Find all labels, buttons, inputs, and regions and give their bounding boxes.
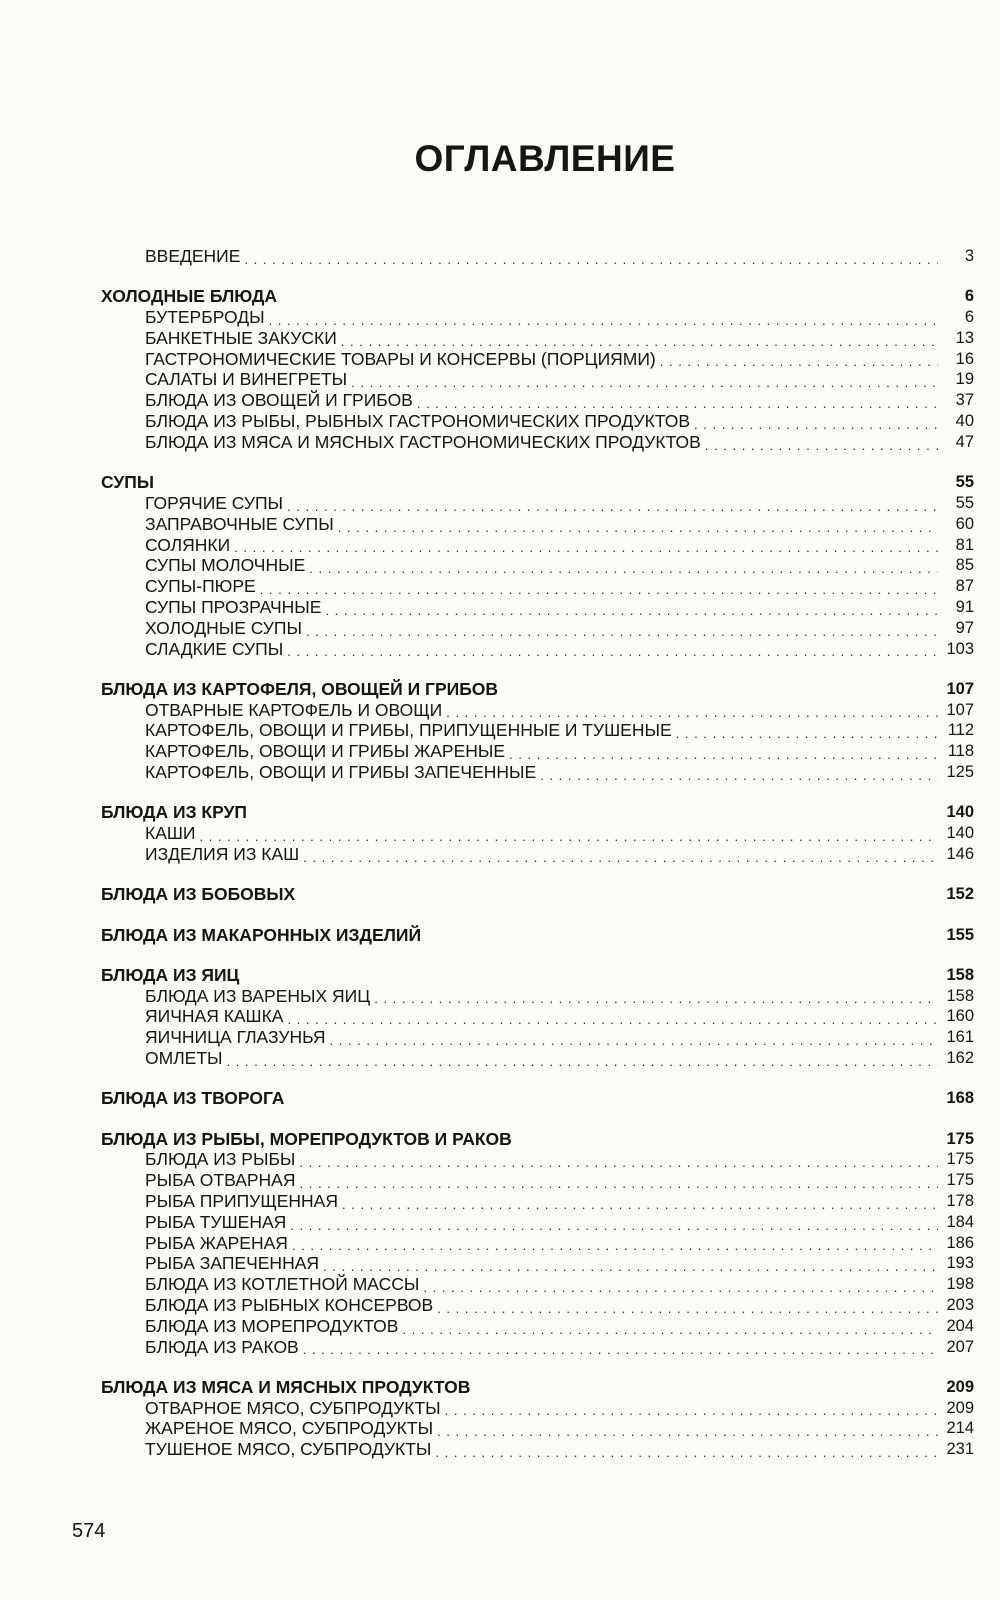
toc-entry-title: БЛЮДА ИЗ МОРЕПРОДУКТОВ [145,1315,399,1336]
toc-entry-title: БЛЮДА ИЗ ЯИЦ [101,964,240,985]
toc-entry-title: СЛАДКИЕ СУПЫ [145,638,284,659]
toc-subentry[interactable] [101,618,974,639]
toc-entry-page: 193 [946,1254,974,1273]
toc-entry-title: ЯИЧНИЦА ГЛАЗУНЬЯ [145,1027,326,1048]
toc-entry-page: 81 [955,535,974,554]
toc-entry-title: БЛЮДА ИЗ ВАРЕНЫХ ЯИЦ [145,985,371,1006]
dot-leader [290,1219,938,1233]
toc-entry-title: ИЗДЕЛИЯ ИЗ КАШ [145,843,300,864]
toc-subentry[interactable] [101,1274,974,1295]
toc-entry-title: РЫБА ТУШЕНАЯ [145,1211,287,1232]
toc-entry-title: БЛЮДА ИЗ РЫБЫ, РЫБНЫХ ГАСТРОНОМИЧЕСКИХ ПРОДУКТОВ [145,411,691,432]
toc-entry-title: ЯИЧНАЯ КАШКА [145,1006,284,1027]
toc-entry-title: ТУШЕНОЕ МЯСО, СУБПРОДУКТЫ [145,1439,432,1460]
toc-section-heading[interactable] [101,246,974,267]
toc-entry-page: 55 [955,473,974,492]
toc-section [101,1377,974,1460]
toc-entry-page: 55 [955,493,974,512]
toc-subentry[interactable] [101,741,974,762]
toc-section-heading[interactable] [101,925,974,946]
toc-entry-page: 158 [946,986,974,1005]
toc-section-heading[interactable] [101,1088,974,1109]
dot-leader [540,769,938,783]
toc-subentry[interactable] [101,432,974,453]
toc-entry-page: 107 [946,679,974,698]
toc-section [101,925,974,946]
toc-entry-title: БЛЮДА ИЗ ТВОРОГА [101,1088,285,1109]
toc-subentry[interactable] [101,411,974,432]
toc-entry-page: 178 [946,1191,974,1210]
toc-entry-title: СУПЫ-ПЮРЕ [145,576,256,597]
dot-leader [694,418,938,432]
toc-entry-title: БЛЮДА ИЗ ОВОЩЕЙ И ГРИБОВ [145,390,413,411]
dot-leader [269,314,938,328]
toc-entry-page: 13 [955,328,974,347]
dot-leader [287,1013,938,1027]
dot-leader [260,583,938,597]
toc-entry-title: КАРТОФЕЛЬ, ОВОЩИ И ГРИБЫ ЖАРЕНЫЕ [145,741,506,762]
dot-leader [705,439,938,453]
toc-entry-title: ОМЛЕТЫ [145,1048,223,1068]
toc-section [101,1129,974,1358]
dot-leader [342,1198,938,1212]
toc-entry-title: БЛЮДА ИЗ КАРТОФЕЛЯ, ОВОЩЕЙ И ГРИБОВ [101,678,499,699]
toc-section-heading[interactable] [101,1129,974,1150]
dot-leader [437,1302,938,1316]
toc-subentry[interactable] [101,762,974,783]
toc-section-heading[interactable] [101,1377,974,1398]
toc-entry-page: 184 [946,1212,974,1231]
toc-subentry[interactable] [101,639,974,660]
page-number: 574 [72,1520,106,1542]
toc-entry-title: КАРТОФЕЛЬ, ОВОЩИ И ГРИБЫ, ПРИПУЩЕННЫЕ И ТУШЕНЫЕ [145,720,672,741]
dot-leader [299,1156,938,1170]
toc-entry-page: 16 [955,349,974,368]
toc-subentry[interactable] [101,1191,974,1212]
toc-subentry[interactable] [101,1027,974,1048]
toc-entry-page: 118 [947,742,974,761]
toc-section [101,286,974,452]
toc-subentry[interactable] [101,1233,974,1254]
toc-entry-title: СУПЫ МОЛОЧНЫЕ [145,555,306,576]
dot-leader [323,1260,938,1274]
toc-entry-page: 186 [946,1233,974,1252]
toc-entry-page: 162 [946,1049,974,1067]
toc-entry-title: БЛЮДА ИЗ БОБОВЫХ [101,884,296,905]
dot-leader [227,1055,938,1069]
dot-leader [435,1446,938,1460]
toc-entry-page: 6 [964,308,974,327]
toc-entry-page: 140 [946,803,974,822]
toc-subentry[interactable] [101,369,974,390]
toc-entry-page: 125 [946,763,974,782]
toc-entry-page: 209 [946,1398,974,1417]
toc-entry-title: СУПЫ [101,472,155,493]
toc-subentry[interactable] [101,986,974,1007]
dot-leader [244,253,938,267]
toc-entry-page: 175 [946,1150,974,1169]
dot-leader [676,727,938,741]
toc-entry-page: 103 [946,639,974,658]
toc-section [101,1088,974,1109]
toc-entry-title: БЛЮДА ИЗ РЫБЫ, МОРЕПРОДУКТОВ И РАКОВ [101,1128,512,1149]
dot-leader [234,541,938,555]
toc-subentry[interactable] [101,493,974,514]
dot-leader [325,604,938,618]
toc-subentry[interactable] [101,535,974,556]
toc-entry-page: 160 [946,1007,974,1026]
toc-entry-page: 85 [955,556,974,575]
toc-entry-title: ОТВАРНОЕ МЯСО, СУБПРОДУКТЫ [145,1397,441,1418]
dot-leader [330,1034,939,1048]
toc-subentry[interactable] [101,1398,974,1419]
toc-entry-title: БЛЮДА ИЗ РЫБЫ [145,1149,296,1170]
toc-section [101,884,974,905]
toc-subentry[interactable] [101,1337,974,1358]
toc-entry-title: КАШИ [145,823,196,844]
toc-subentry[interactable] [101,390,974,411]
toc-section-heading[interactable] [101,884,974,905]
dot-leader [374,992,938,1006]
toc-entry-page: 19 [955,370,974,389]
toc-entry-title: РЫБА ОТВАРНАЯ [145,1170,296,1191]
toc-section [101,965,974,1069]
dot-leader [402,1323,938,1337]
toc-section [101,802,974,864]
toc-subentry[interactable] [101,1439,974,1460]
dot-leader [292,1239,938,1253]
toc-entry-page: 175 [946,1129,974,1148]
toc-subentry[interactable] [101,576,974,597]
toc-entry-title: РЫБА ЗАПЕЧЕННАЯ [145,1253,320,1274]
toc-entry-page: 47 [955,432,974,451]
toc-entry-title: БЛЮДА ИЗ РЫБНЫХ КОНСЕРВОВ [145,1294,434,1315]
toc-subentry[interactable] [101,349,974,370]
toc-entry-page: 3 [964,247,974,265]
dot-leader [303,1343,938,1357]
toc-entry-page: 146 [946,844,974,863]
dot-leader [338,521,938,535]
toc-entry-page: 91 [955,597,974,616]
toc-subentry[interactable] [101,1253,974,1274]
toc-section-heading[interactable] [101,965,974,986]
toc-entry-page: 209 [946,1377,974,1396]
toc-entry-title: САЛАТЫ И ВИНЕГРЕТЫ [145,369,348,390]
toc-section-heading[interactable] [101,472,974,493]
toc-entry-page: 37 [955,391,974,410]
dot-leader [417,397,938,411]
toc-entry-title: БЛЮДА ИЗ МАКАРОННЫХ ИЗДЕЛИЙ [101,924,422,945]
toc-entry-page: 204 [946,1316,974,1335]
toc-entry-page: 107 [946,700,974,719]
toc-entry-title: ВВЕДЕНИЕ [145,246,241,266]
toc-entry-title: ЖАРЕНОЕ МЯСО, СУБПРОДУКТЫ [145,1418,434,1439]
toc-entry-title: КАРТОФЕЛЬ, ОВОЩИ И ГРИБЫ ЗАПЕЧЕННЫЕ [145,762,537,783]
toc-entry-page: 207 [946,1337,974,1356]
toc-entry-title: БАНКЕТНЫЕ ЗАКУСКИ [145,327,337,348]
toc-entry-page: 6 [964,287,974,306]
toc-subentry[interactable] [101,720,974,741]
dot-leader [437,1425,938,1439]
dot-leader [351,376,938,390]
toc-entry-title: ОТВАРНЫЕ КАРТОФЕЛЬ И ОВОЩИ [145,699,443,720]
table-of-contents [101,246,974,1480]
toc-entry-page: 175 [946,1171,974,1190]
toc-entry-page: 152 [946,885,974,904]
toc-subentry[interactable] [101,1418,974,1439]
toc-subentry[interactable] [101,1006,974,1027]
dot-leader [309,562,938,576]
toc-section [101,472,974,659]
toc-entry-title: ХОЛОДНЫЕ СУПЫ [145,617,302,638]
toc-entry-page: 231 [946,1440,974,1459]
toc-entry-page: 87 [955,577,974,596]
toc-subentry[interactable] [101,1149,974,1170]
toc-subentry[interactable] [101,555,974,576]
toc-entry-page: 155 [946,925,974,944]
toc-entry-title: БЛЮДА ИЗ РАКОВ [145,1336,299,1357]
dot-leader [446,706,938,720]
toc-entry-page: 112 [947,721,974,740]
toc-entry-title: РЫБА ЖАРЕНАЯ [145,1232,288,1253]
toc-entry-page: 203 [946,1295,974,1314]
toc-subentry[interactable] [101,700,974,721]
toc-subentry[interactable] [101,307,974,328]
dot-leader [341,335,938,349]
toc-entry-page: 40 [955,412,974,431]
toc-subentry[interactable] [101,1295,974,1316]
dot-leader [287,500,938,514]
dot-leader [423,1281,938,1295]
toc-entry-title: ХОЛОДНЫЕ БЛЮДА [101,286,277,307]
toc-subentry[interactable] [101,328,974,349]
dot-leader [303,851,938,865]
toc-entry-title: ЗАПРАВОЧНЫЕ СУПЫ [145,513,334,534]
toc-section-heading[interactable] [101,802,974,823]
dot-leader [509,748,938,762]
toc-subentry[interactable] [101,514,974,535]
toc-section-heading[interactable] [101,286,974,307]
toc-entry-page: 198 [946,1275,974,1294]
dot-leader [199,830,938,844]
toc-section [101,679,974,783]
dot-leader [445,1404,938,1418]
toc-section [101,246,974,267]
toc-entry-title: СУПЫ ПРОЗРАЧНЫЕ [145,596,322,617]
toc-entry-title: БЛЮДА ИЗ МЯСА И МЯСНЫХ ГАСТРОНОМИЧЕСКИХ ПРОДУКТОВ [145,431,701,452]
toc-subentry[interactable] [101,597,974,618]
toc-entry-title: БУТЕРБРОДЫ [145,307,265,328]
toc-subentry[interactable] [101,823,974,844]
toc-subentry[interactable] [101,1212,974,1233]
toc-subentry[interactable] [101,1048,974,1069]
toc-subentry[interactable] [101,1316,974,1337]
toc-subentry[interactable] [101,844,974,865]
page-title: ОГЛАВЛЕНИЕ [414,138,676,179]
toc-subentry[interactable] [101,1170,974,1191]
dot-leader [660,355,938,369]
toc-entry-title: ГАСТРОНОМИЧЕСКИЕ ТОВАРЫ И КОНСЕРВЫ (ПОРЦИЯМИ) [145,348,656,369]
toc-entry-page: 60 [955,514,974,533]
toc-entry-page: 97 [955,618,974,637]
dot-leader [300,1177,939,1191]
toc-entry-page: 140 [946,824,974,843]
toc-entry-title: БЛЮДА ИЗ КОТЛЕТНОЙ МАССЫ [145,1274,420,1295]
toc-entry-title: СОЛЯНКИ [145,534,231,555]
toc-entry-title: БЛЮДА ИЗ МЯСА И МЯСНЫХ ПРОДУКТОВ [101,1376,471,1397]
toc-entry-title: ГОРЯЧИЕ СУПЫ [145,492,284,513]
toc-entry-page: 161 [946,1028,974,1047]
toc-entry-page: 168 [946,1089,974,1108]
toc-section-heading[interactable] [101,679,974,700]
toc-entry-title: БЛЮДА ИЗ КРУП [101,802,247,823]
dot-leader [306,625,938,639]
toc-entry-page: 214 [946,1419,974,1438]
toc-entry-title: РЫБА ПРИПУЩЕННАЯ [145,1190,338,1211]
toc-entry-page: 158 [946,965,974,984]
dot-leader [287,645,938,659]
